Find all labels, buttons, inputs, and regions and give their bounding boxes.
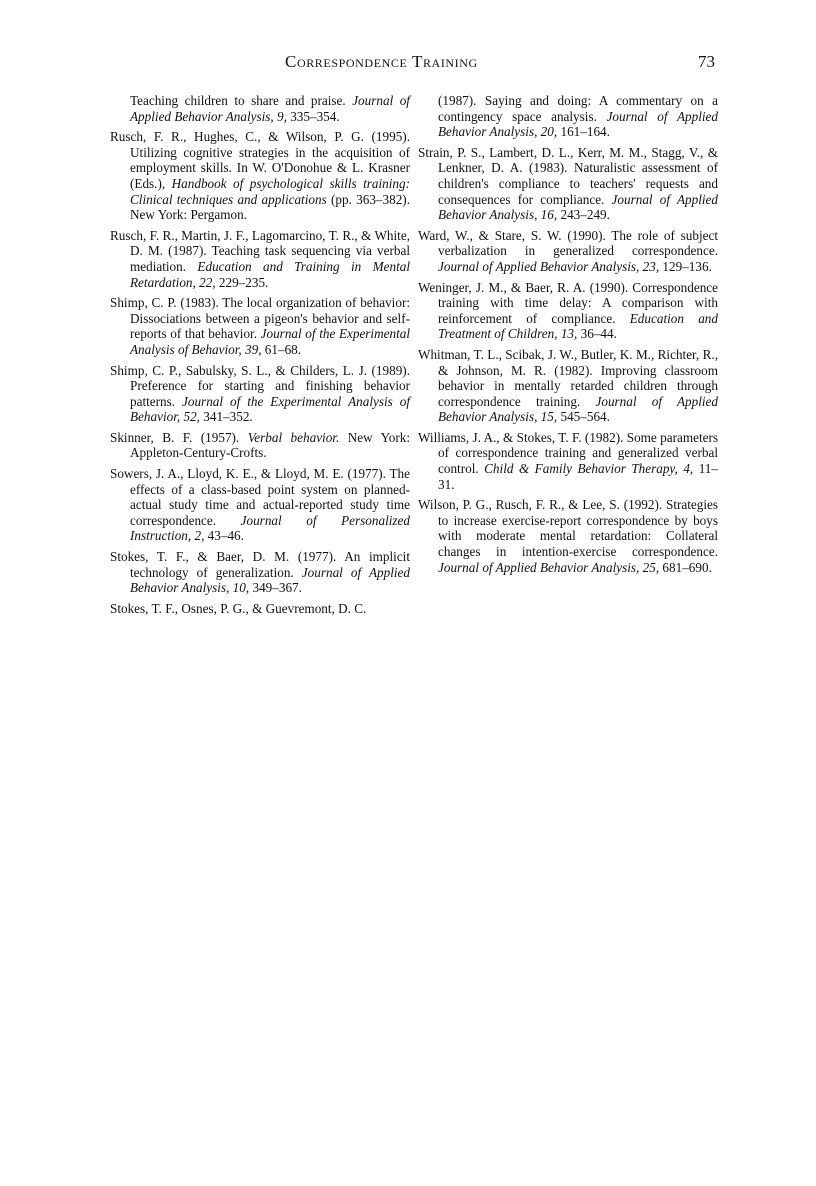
- page-number: 73: [698, 52, 715, 71]
- reference-entry: [110, 549, 410, 596]
- reference-entry: [418, 497, 718, 575]
- reference-source: Education and Treatment of Children, 13,: [438, 310, 718, 342]
- reference-text: (pp. 363–382). New York: Pergamon.: [130, 191, 410, 223]
- reference-source: Journal of Applied Behavior Analysis, 23,: [438, 258, 660, 274]
- reference-source: Handbook of psychological skills training: Clinical techniques and applications: [130, 175, 410, 207]
- reference-source: Journal of Applied Behavior Analysis, 15,: [438, 393, 718, 425]
- reference-text: 129–136.: [659, 258, 712, 274]
- reference-text: New York: Appleton-Century-Crofts.: [130, 429, 411, 461]
- reference-text: Stokes, T. F., & Baer, D. M. (1977). An implicit technology of generalization.: [110, 549, 410, 580]
- reference-source: Journal of Applied Behavior Analysis, 10,: [130, 564, 411, 596]
- reference-text: 11–31.: [438, 461, 718, 492]
- reference-text: 161–164.: [557, 124, 610, 140]
- reference-text: 61–68.: [261, 341, 302, 357]
- reference-text: Rusch, F. R., Hughes, C., & Wilson, P. G. (1995). Utilizing cognitive strategies in the acquisition of employment skills. In W. O'Donohue & L. Krasner (Eds.),: [110, 129, 410, 191]
- reference-text: Sowers, J. A., Lloyd, K. E., & Lloyd, M. E. (1977). The effects of a class-based point system on planned-actual study time and actual-reported study time correspondence.: [110, 466, 410, 528]
- reference-text: Ward, W., & Stare, S. W. (1990). The role of subject verbalization in generalized correspondence.: [418, 227, 718, 259]
- reference-text: 243–249.: [557, 207, 610, 223]
- reference-entry: [418, 228, 718, 275]
- reference-text: Skinner, B. F. (1957).: [110, 429, 248, 445]
- reference-entry: [110, 129, 410, 223]
- reference-entry: [110, 430, 410, 461]
- reference-text: 229–235.: [215, 274, 269, 290]
- reference-text: Whitman, T. L., Scibak, J. W., Butler, K. M., Richter, R., & Johnson, M. R. (1982). Improving classroom behavior in mentally retarded children through correspondence training.: [418, 346, 718, 409]
- reference-text: Weninger, J. M., & Baer, R. A. (1990). Correspondence training with time delay: A comparison with reinforcement of compliance.: [418, 279, 718, 326]
- reference-text: Wilson, P. G., Rusch, F. R., & Lee, S. (1992). Strategies to increase exercise-report correspondence by boys with moderate mental retardation: Collateral changes in intention-exercise correspondence.: [418, 497, 718, 560]
- reference-text: Stokes, T. F., Osnes, P. G., & Guevremont, D. C.: [110, 600, 367, 616]
- reference-text: Rusch, F. R., Martin, J. F., Lagomarcino, T. R., & White, D. M. (1987). Teaching task sequencing via verbal mediation.: [110, 227, 410, 274]
- reference-entry: [110, 601, 410, 617]
- references-left-column: [110, 93, 410, 621]
- reference-source: Child & Family Behavior Therapy, 4,: [484, 461, 694, 477]
- reference-text: 43–46.: [204, 528, 244, 544]
- reference-text: Shimp, C. P., Sabulsky, S. L., & Childers, L. J. (1989). Preference for starting and finishing behavior patterns.: [110, 362, 410, 409]
- reference-source: Journal of the Experimental Analysis of Behavior, 39,: [130, 326, 410, 357]
- reference-entry: [110, 466, 410, 544]
- reference-text: 545–564.: [557, 409, 610, 425]
- reference-source: Journal of Applied Behavior Analysis, 20,: [438, 108, 718, 140]
- reference-text: 335–354.: [286, 108, 340, 124]
- reference-source: Education and Training in Mental Retardation, 22,: [130, 258, 410, 290]
- reference-text: Strain, P. S., Lambert, D. L., Kerr, M. M., Stagg, V., & Lenkner, D. A. (1983). Naturalistic assessment of children's compliance to teachers' requests and consequences for compliance.: [418, 144, 718, 207]
- references-right-column: [418, 93, 718, 580]
- reference-source: Journal of the Experimental Analysis of Behavior, 52,: [130, 393, 410, 425]
- reference-text: (1987). Saying and doing: A commentary on a contingency space analysis.: [438, 93, 718, 124]
- reference-text: 349–367.: [249, 580, 302, 596]
- reference-entry: [110, 93, 410, 124]
- reference-entry: [110, 363, 410, 425]
- reference-text: 341–352.: [199, 409, 253, 425]
- reference-entry: [110, 228, 410, 290]
- reference-entry: [418, 93, 718, 140]
- reference-text: 681–690.: [659, 559, 712, 575]
- reference-entry: [418, 347, 718, 425]
- reference-source: Journal of Applied Behavior Analysis, 25,: [438, 559, 660, 575]
- running-head: [110, 52, 715, 76]
- reference-text: Williams, J. A., & Stokes, T. F. (1982). Some parameters of correspondence training and generalized verbal control.: [418, 429, 718, 477]
- reference-entry: [418, 280, 718, 342]
- reference-text: Shimp, C. P. (1983). The local organization of behavior: Dissociations between a pigeon's behavior and self-reports of that behavior.: [110, 295, 410, 342]
- reference-source: Journal of Applied Behavior Analysis, 9,: [130, 93, 410, 124]
- reference-entry: [418, 430, 718, 492]
- reference-entry: [110, 295, 410, 357]
- reference-text: Teaching children to share and praise.: [130, 93, 353, 108]
- reference-text: 36–44.: [577, 326, 617, 342]
- reference-source: Verbal behavior.: [247, 429, 340, 445]
- reference-source: Journal of Personalized Instruction, 2,: [130, 512, 410, 544]
- running-title: Correspondence Training: [285, 52, 478, 71]
- reference-source: Journal of Applied Behavior Analysis, 16,: [438, 191, 719, 223]
- reference-entry: [418, 145, 718, 223]
